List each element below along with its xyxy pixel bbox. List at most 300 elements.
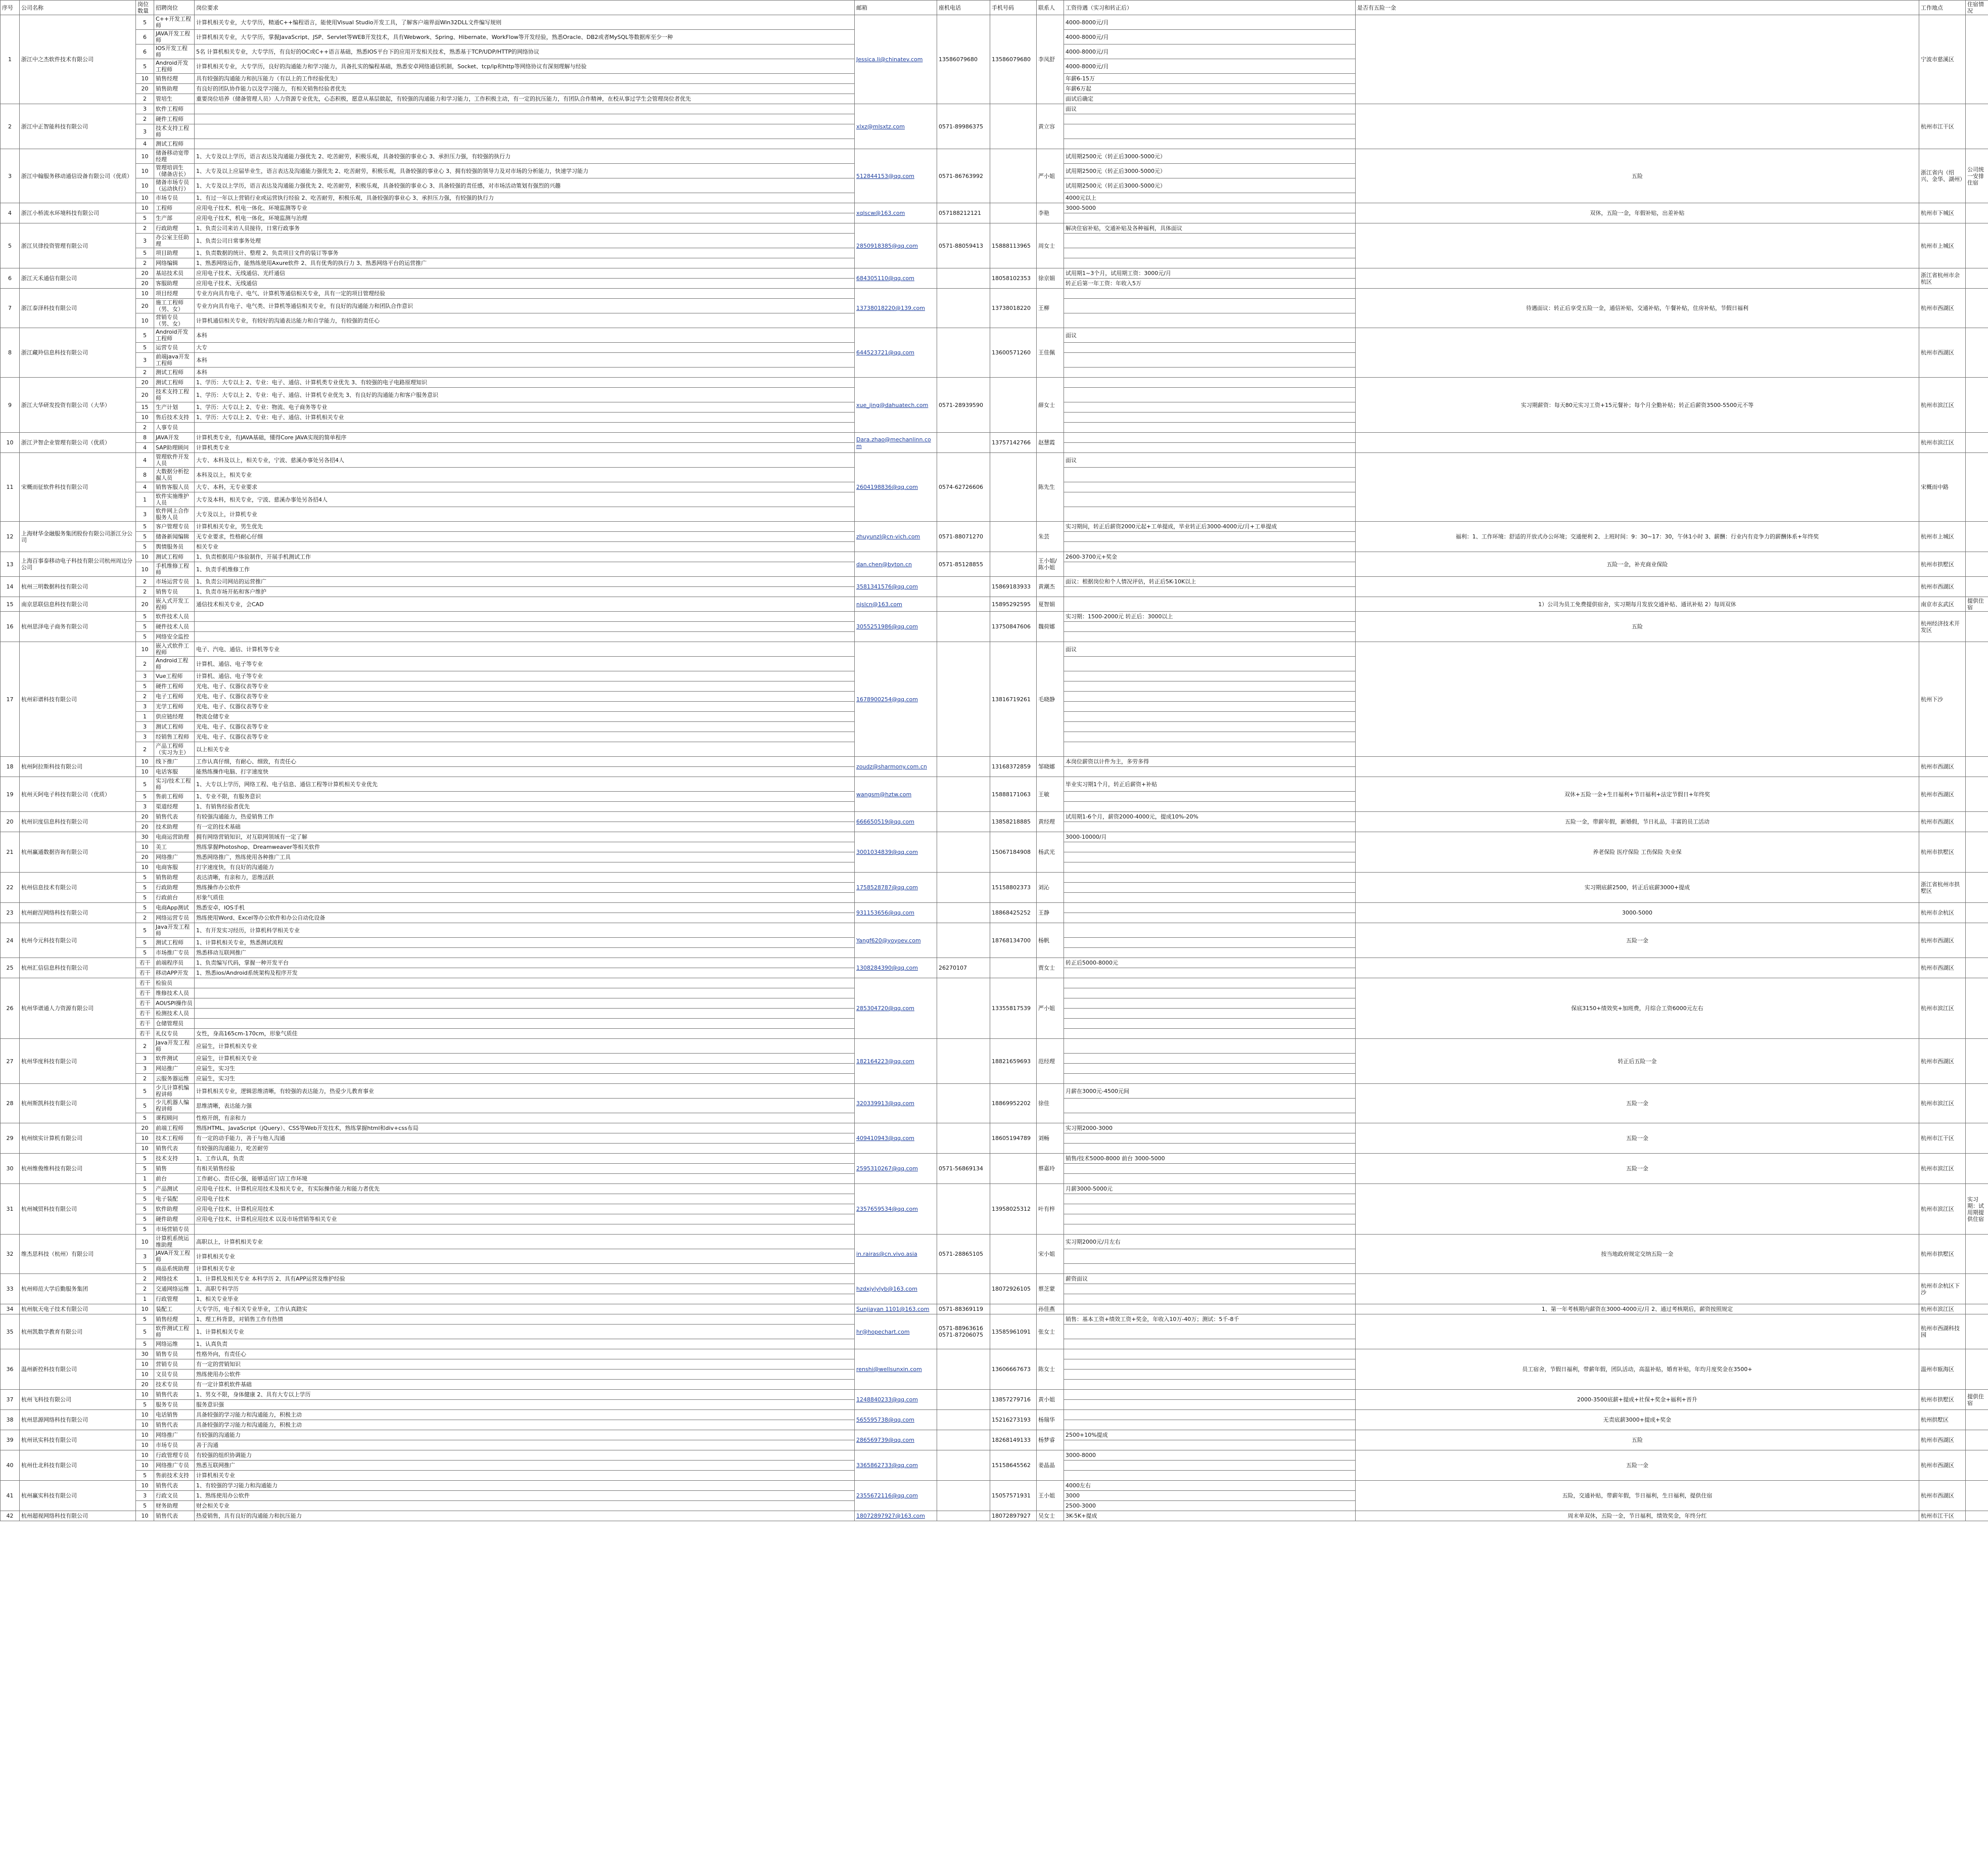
job-title[interactable]: Android开发工程师 xyxy=(154,59,195,74)
company-phone[interactable] xyxy=(937,1123,990,1154)
job-title[interactable]: 大数据分析挖掘人员 xyxy=(154,468,195,482)
job-count[interactable]: 5 xyxy=(136,1325,154,1339)
company-location[interactable]: 杭州市滨江区 xyxy=(1919,1184,1966,1235)
company-email[interactable]: 409410943@qq.com xyxy=(855,1123,937,1154)
job-title[interactable]: 销售代表 xyxy=(154,812,195,822)
company-number[interactable]: 37 xyxy=(1,1390,20,1410)
job-title[interactable]: 硬件工程师 xyxy=(154,114,195,124)
job-requirement[interactable]: 计算机相关专业，大专学历，掌握JavaScript、JSP、Servlet等WEB开发技术，具有Webwork、Spring、Hibernate、WorkFlow等开发经验，熟悉Oracle、DB2或者MySQL等数据库至少一种 xyxy=(195,30,855,44)
job-title[interactable]: 电商运营助理 xyxy=(154,832,195,842)
job-requirement[interactable]: 专业方向具有电子、电气、计算机等通信相关专业，具有一定的项目管理经验 xyxy=(195,289,855,299)
job-salary[interactable] xyxy=(1064,368,1356,378)
company-name[interactable]: 杭州讯实科技有限公司 xyxy=(20,1430,136,1450)
job-salary[interactable]: 年薪6-15万 xyxy=(1064,74,1356,84)
company-number[interactable]: 18 xyxy=(1,757,20,777)
company-housing[interactable] xyxy=(1966,433,1988,453)
job-requirement[interactable]: 应用电子技术、计算机应用技术及相关专业，有实际操作能力和能力者优先 xyxy=(195,1184,855,1194)
job-title[interactable]: 行政管理 xyxy=(154,1294,195,1304)
job-count[interactable]: 5 xyxy=(136,1204,154,1214)
company-name[interactable]: 杭州思泽电子商务有限公司 xyxy=(20,612,136,642)
job-title[interactable]: 礼仪专员 xyxy=(154,1029,195,1039)
company-number[interactable]: 42 xyxy=(1,1511,20,1521)
company-mobile[interactable]: 15888113965 xyxy=(990,223,1037,268)
job-count[interactable]: 10 xyxy=(136,1133,154,1144)
company-phone[interactable] xyxy=(937,777,990,812)
job-title[interactable]: 基站技术员 xyxy=(154,268,195,279)
job-requirement[interactable]: 本科 xyxy=(195,368,855,378)
job-title[interactable]: 技术支持工程师 xyxy=(154,388,195,402)
job-count[interactable]: 若干 xyxy=(136,1009,154,1019)
job-salary[interactable] xyxy=(1064,998,1356,1009)
job-title[interactable]: 测试工程师 xyxy=(154,552,195,562)
job-count[interactable]: 10 xyxy=(136,178,154,193)
job-title[interactable]: 市场营销专员 xyxy=(154,1224,195,1235)
job-requirement[interactable]: 1、大专及以上学历，语言表达及沟通能力强优先 2、吃苦耐劳，积极乐观，具备较强的事业心 3、具备较强的责任感，对市场活动策划有强烈的兴趣 xyxy=(195,178,855,193)
company-welfare[interactable]: 无责底薪3000+提成+奖金 xyxy=(1356,1410,1919,1430)
company-welfare[interactable] xyxy=(1356,757,1919,777)
job-title[interactable]: 商品系统助理 xyxy=(154,1264,195,1274)
job-title[interactable]: 网络安全监控 xyxy=(154,632,195,642)
job-requirement[interactable] xyxy=(195,622,855,632)
job-count[interactable]: 10 xyxy=(136,1235,154,1249)
company-phone[interactable]: 0574-62726606 xyxy=(937,453,990,522)
job-count[interactable]: 2 xyxy=(136,657,154,671)
job-count[interactable]: 2 xyxy=(136,223,154,234)
company-location[interactable]: 杭州市下城区 xyxy=(1919,203,1966,223)
company-location[interactable]: 宋概而中路 xyxy=(1919,453,1966,522)
job-title[interactable]: 销售专员 xyxy=(154,587,195,597)
company-email[interactable]: 565595738@qq.com xyxy=(855,1410,937,1430)
col-header-count[interactable]: 岗位数量 xyxy=(136,1,154,15)
job-salary[interactable] xyxy=(1064,712,1356,722)
company-email[interactable]: 2357659534@qq.com xyxy=(855,1184,937,1235)
company-housing[interactable] xyxy=(1966,1349,1988,1390)
job-title[interactable]: 测试工程师 xyxy=(154,938,195,948)
company-contact[interactable]: 周女士 xyxy=(1037,223,1064,268)
job-salary[interactable]: 薪资面议 xyxy=(1064,1274,1356,1284)
job-salary[interactable] xyxy=(1064,671,1356,681)
company-welfare[interactable] xyxy=(1356,268,1919,289)
job-title[interactable]: 储备移动宽带经理 xyxy=(154,149,195,164)
job-salary[interactable]: 实习期间，转正后薪资2000元起+工单提成，毕业转正后3000-4000元/月+工单提成 xyxy=(1064,522,1356,532)
job-title[interactable]: 网络运营专员 xyxy=(154,913,195,923)
job-title[interactable]: 线下推广 xyxy=(154,757,195,767)
company-name[interactable]: 杭州赢实科技有限公司 xyxy=(20,1481,136,1511)
company-contact[interactable]: 王佳佩 xyxy=(1037,328,1064,378)
job-count[interactable]: 10 xyxy=(136,1450,154,1461)
company-welfare[interactable] xyxy=(1356,15,1919,104)
job-title[interactable]: Java开发工程师 xyxy=(154,923,195,938)
company-mobile[interactable]: 15057571931 xyxy=(990,1481,1037,1511)
company-location[interactable]: 杭州市西湖区 xyxy=(1919,1039,1966,1084)
job-salary[interactable] xyxy=(1064,742,1356,757)
job-title[interactable]: 前端程序员 xyxy=(154,958,195,968)
job-salary[interactable] xyxy=(1064,562,1356,577)
job-requirement[interactable]: 熟练使用Word、Excel等办公软件和办公自动化设备 xyxy=(195,913,855,923)
job-count[interactable]: 5 xyxy=(136,632,154,642)
job-count[interactable]: 5 xyxy=(136,1194,154,1204)
job-count[interactable]: 2 xyxy=(136,1284,154,1294)
job-requirement[interactable] xyxy=(195,1224,855,1235)
job-count[interactable]: 30 xyxy=(136,832,154,842)
job-requirement[interactable]: 光电、电子、仪器仪表等专业 xyxy=(195,692,855,702)
col-header-position[interactable]: 招聘岗位 xyxy=(154,1,195,15)
job-title[interactable]: 电子工程师 xyxy=(154,692,195,702)
company-name[interactable]: 浙江尹智企业管理有限公司（优质） xyxy=(20,433,136,453)
company-mobile[interactable]: 18072926105 xyxy=(990,1274,1037,1304)
company-number[interactable]: 3 xyxy=(1,149,20,203)
job-requirement[interactable]: 应用电子技术、计算机应用技术 以及市场营销等相关专业 xyxy=(195,1214,855,1224)
company-name[interactable]: 上海财华金融服务集团股份有限公司浙江分公司 xyxy=(20,522,136,552)
job-salary[interactable] xyxy=(1064,1029,1356,1039)
job-count[interactable]: 1 xyxy=(136,492,154,507)
col-header-welfare[interactable]: 是否有五险一金 xyxy=(1356,1,1919,15)
company-contact[interactable]: 王小姐 xyxy=(1037,1481,1064,1511)
company-email[interactable]: Jessica.li@chinatev.com xyxy=(855,15,937,104)
job-title[interactable]: 技术支持 xyxy=(154,1154,195,1164)
job-count[interactable]: 若干 xyxy=(136,1029,154,1039)
job-title[interactable]: 维修技术人员 xyxy=(154,988,195,998)
company-phone[interactable] xyxy=(937,577,990,597)
job-title[interactable]: 工程师 xyxy=(154,203,195,213)
job-title[interactable]: 市场专员 xyxy=(154,193,195,203)
job-count[interactable]: 若干 xyxy=(136,1019,154,1029)
job-requirement[interactable]: 专业方向具有电子、电气类、计算机等通信相关专业，有良好的沟通能力和团队合作意识 xyxy=(195,299,855,313)
company-number[interactable]: 14 xyxy=(1,577,20,597)
job-salary[interactable] xyxy=(1064,402,1356,413)
company-email[interactable]: renshi@wellsunxin.com xyxy=(855,1349,937,1390)
company-location[interactable]: 杭州市滨江区 xyxy=(1919,1304,1966,1314)
job-requirement[interactable]: 有较强的沟通能力，吃苦耐劳 xyxy=(195,1144,855,1154)
company-name[interactable]: 杭州缤实计算机有限公司 xyxy=(20,1123,136,1154)
job-requirement[interactable]: 应届生，实习生 xyxy=(195,1074,855,1084)
company-housing[interactable] xyxy=(1966,1481,1988,1511)
company-welfare[interactable]: 保底3150+绩效奖+加班费，月综合工资6000元左右 xyxy=(1356,978,1919,1039)
job-count[interactable]: 10 xyxy=(136,642,154,657)
company-housing[interactable] xyxy=(1966,923,1988,958)
job-requirement[interactable]: 熟练HTML、JavaScript（jQuery）、CSS等Web开发技术，熟练掌握html和div+css布局 xyxy=(195,1123,855,1133)
company-email[interactable]: hzdxjylylyb@163.com xyxy=(855,1274,937,1304)
job-salary[interactable] xyxy=(1064,289,1356,299)
job-requirement[interactable]: 1、熟练使用办公软件 xyxy=(195,1491,855,1501)
company-email[interactable]: xqlscw@163.com xyxy=(855,203,937,223)
company-location[interactable]: 杭州市西湖区 xyxy=(1919,577,1966,597)
company-name[interactable]: 杭州阿拉斯科技有限公司 xyxy=(20,757,136,777)
company-email[interactable]: 3365862733@qq.com xyxy=(855,1450,937,1481)
company-location[interactable]: 杭州市上城区 xyxy=(1919,522,1966,552)
job-requirement[interactable]: 计算机类专业 xyxy=(195,443,855,453)
job-salary[interactable] xyxy=(1064,313,1356,328)
job-title[interactable]: 施工工程师（男、女） xyxy=(154,299,195,313)
job-count[interactable]: 若干 xyxy=(136,968,154,978)
company-housing[interactable] xyxy=(1966,522,1988,552)
job-salary[interactable] xyxy=(1064,468,1356,482)
company-email[interactable]: 1678900254@qq.com xyxy=(855,642,937,757)
company-housing[interactable]: 实习期：试用期提供住宿 xyxy=(1966,1184,1988,1235)
job-requirement[interactable]: 熟悉移动互联网推广 xyxy=(195,948,855,958)
job-count[interactable]: 20 xyxy=(136,852,154,862)
company-welfare[interactable]: 待遇面议：转正后享受五险一金，通信补贴，交通补贴，午餐补贴，住房补贴，节假日福利 xyxy=(1356,289,1919,328)
job-count[interactable]: 5 xyxy=(136,213,154,223)
job-requirement[interactable]: 1、有过一年以上营销行业或运营执行经验 2、吃苦耐劳，积极乐观，具备较强的事业心 3、承担压力强，有较强的执行力 xyxy=(195,193,855,203)
company-location[interactable]: 杭州市江干区 xyxy=(1919,104,1966,149)
company-number[interactable]: 25 xyxy=(1,958,20,978)
company-phone[interactable] xyxy=(937,1039,990,1084)
job-count[interactable]: 5 xyxy=(136,328,154,343)
company-welfare[interactable]: 按当地政府规定交纳五险一金 xyxy=(1356,1235,1919,1274)
company-contact[interactable]: 王小姐/陈小姐 xyxy=(1037,552,1064,577)
job-requirement[interactable]: 应用电子技术、无线通信、光纤通信 xyxy=(195,268,855,279)
company-welfare[interactable]: 养老保险 医疗保险 工伤保险 失业保 xyxy=(1356,832,1919,873)
company-housing[interactable] xyxy=(1966,15,1988,104)
job-title[interactable]: 实习/技术工程师 xyxy=(154,777,195,792)
company-phone[interactable]: 26270107 xyxy=(937,958,990,978)
job-requirement[interactable] xyxy=(195,998,855,1009)
job-salary[interactable]: 销售/技术5000-8000 前台 3000-5000 xyxy=(1064,1154,1356,1164)
job-requirement[interactable] xyxy=(195,1009,855,1019)
job-title[interactable]: 美工 xyxy=(154,842,195,852)
job-count[interactable]: 10 xyxy=(136,1511,154,1521)
job-salary[interactable] xyxy=(1064,299,1356,313)
company-number[interactable]: 1 xyxy=(1,15,20,104)
job-count[interactable]: 6 xyxy=(136,44,154,59)
company-location[interactable]: 杭州市滨江区 xyxy=(1919,378,1966,433)
company-location[interactable]: 杭州市西湖区 xyxy=(1919,1430,1966,1450)
job-requirement[interactable]: 1、学历：大专以上 2、专业：物流、电子商务等专业 xyxy=(195,402,855,413)
company-housing[interactable]: 提供住宿 xyxy=(1966,1390,1988,1410)
company-contact[interactable]: 杨武光 xyxy=(1037,832,1064,873)
job-count[interactable]: 20 xyxy=(136,1380,154,1390)
job-title[interactable]: 嵌入式开发工程师 xyxy=(154,597,195,612)
job-count[interactable]: 5 xyxy=(136,1314,154,1325)
job-title[interactable]: 移动APP开发 xyxy=(154,968,195,978)
company-welfare[interactable] xyxy=(1356,433,1919,453)
company-contact[interactable]: 王敏 xyxy=(1037,777,1064,812)
job-requirement[interactable]: 本科及以上，相关专业 xyxy=(195,468,855,482)
job-count[interactable]: 3 xyxy=(136,124,154,139)
company-welfare[interactable]: 实习期底薪2500，转正后底薪3000+提成 xyxy=(1356,873,1919,903)
job-count[interactable]: 10 xyxy=(136,203,154,213)
job-title[interactable]: 网络运维 xyxy=(154,1339,195,1349)
company-email[interactable]: wangsm@hztw.com xyxy=(855,777,937,812)
job-salary[interactable] xyxy=(1064,1064,1356,1074)
company-housing[interactable] xyxy=(1966,1314,1988,1349)
job-salary[interactable]: 2600-3700元+奖金 xyxy=(1064,552,1356,562)
company-contact[interactable]: 夏智娟 xyxy=(1037,597,1064,612)
job-title[interactable]: 行政文员 xyxy=(154,1491,195,1501)
job-count[interactable]: 8 xyxy=(136,468,154,482)
job-title[interactable]: 软件实施维护人员 xyxy=(154,492,195,507)
job-requirement[interactable]: 应用电子技术、无线通信 xyxy=(195,279,855,289)
company-housing[interactable] xyxy=(1966,1084,1988,1123)
company-phone[interactable] xyxy=(937,873,990,903)
company-number[interactable]: 21 xyxy=(1,832,20,873)
company-welfare[interactable] xyxy=(1356,104,1919,149)
job-title[interactable]: 生产部 xyxy=(154,213,195,223)
job-salary[interactable] xyxy=(1064,702,1356,712)
company-number[interactable]: 10 xyxy=(1,433,20,453)
company-housing[interactable] xyxy=(1966,552,1988,577)
job-count[interactable]: 10 xyxy=(136,552,154,562)
job-title[interactable]: 少儿机器人编程讲师 xyxy=(154,1099,195,1113)
company-mobile[interactable]: 18605194789 xyxy=(990,1123,1037,1154)
company-location[interactable]: 杭州市余杭区下沙 xyxy=(1919,1274,1966,1304)
job-requirement[interactable]: 拥有网络营销知识，对互联网领域有一定了解 xyxy=(195,832,855,842)
job-count[interactable]: 10 xyxy=(136,164,154,178)
job-requirement[interactable]: 1、负责数据的统计、整理 2、负责项目文件的装订等事务 xyxy=(195,248,855,258)
job-salary[interactable] xyxy=(1064,423,1356,433)
company-welfare[interactable]: 转正后五险一金 xyxy=(1356,1039,1919,1084)
company-name[interactable]: 杭州城贸科技有限公司 xyxy=(20,1184,136,1235)
job-count[interactable]: 2 xyxy=(136,692,154,702)
company-mobile[interactable] xyxy=(990,1235,1037,1274)
job-requirement[interactable]: 性格外向，有责任心 xyxy=(195,1349,855,1359)
job-requirement[interactable]: 工作认真仔细，有耐心、细致，有责任心 xyxy=(195,757,855,767)
company-housing[interactable]: 提供住宿 xyxy=(1966,597,1988,612)
job-salary[interactable] xyxy=(1064,1370,1356,1380)
job-salary[interactable]: 解决住宿补贴，交通补贴及各种福利，具体面议 xyxy=(1064,223,1356,234)
company-phone[interactable] xyxy=(937,642,990,757)
job-count[interactable]: 2 xyxy=(136,742,154,757)
job-salary[interactable] xyxy=(1064,353,1356,368)
company-number[interactable]: 38 xyxy=(1,1410,20,1430)
job-title[interactable]: JAVA开发工程师 xyxy=(154,1249,195,1264)
job-salary[interactable] xyxy=(1064,893,1356,903)
job-salary[interactable]: 年薪6万起 xyxy=(1064,84,1356,94)
company-housing[interactable] xyxy=(1966,903,1988,923)
company-location[interactable]: 杭州市上城区 xyxy=(1919,223,1966,268)
company-housing[interactable] xyxy=(1966,289,1988,328)
job-count[interactable]: 1 xyxy=(136,1294,154,1304)
job-salary[interactable] xyxy=(1064,248,1356,258)
job-salary[interactable]: 2500-3000 xyxy=(1064,1501,1356,1511)
company-email[interactable]: 18072897927@163.com xyxy=(855,1511,937,1521)
company-number[interactable]: 36 xyxy=(1,1349,20,1390)
job-count[interactable]: 5 xyxy=(136,622,154,632)
job-count[interactable]: 3 xyxy=(136,802,154,812)
job-title[interactable]: 销售经理 xyxy=(154,74,195,84)
job-title[interactable]: 销售经理 xyxy=(154,1314,195,1325)
company-housing[interactable] xyxy=(1966,1123,1988,1154)
company-mobile[interactable] xyxy=(990,149,1037,203)
company-location[interactable]: 杭州市西湖区 xyxy=(1919,812,1966,832)
job-requirement[interactable]: 大专及以上，计算机专业 xyxy=(195,507,855,522)
company-contact[interactable]: 叶有梓 xyxy=(1037,1184,1064,1235)
job-title[interactable]: 硬件助理 xyxy=(154,1214,195,1224)
company-mobile[interactable]: 13585961091 xyxy=(990,1314,1037,1349)
job-requirement[interactable]: 熟练操作办公软件 xyxy=(195,883,855,893)
job-count[interactable]: 20 xyxy=(136,279,154,289)
job-requirement[interactable]: 1、熟悉ios/Android系统架构及程序开发 xyxy=(195,968,855,978)
job-salary[interactable] xyxy=(1064,542,1356,552)
company-name[interactable]: 杭州华谱通人力资源有限公司 xyxy=(20,978,136,1039)
company-email[interactable]: Sunjiayan 1101@163.com xyxy=(855,1304,937,1314)
job-count[interactable]: 5 xyxy=(136,1264,154,1274)
job-title[interactable]: IOS开发工程师 xyxy=(154,44,195,59)
job-count[interactable]: 10 xyxy=(136,413,154,423)
job-count[interactable]: 5 xyxy=(136,1339,154,1349)
company-housing[interactable] xyxy=(1966,1039,1988,1084)
job-title[interactable]: 技术助理 xyxy=(154,822,195,832)
company-number[interactable]: 32 xyxy=(1,1235,20,1274)
job-count[interactable]: 5 xyxy=(136,1154,154,1164)
company-contact[interactable]: 王柳 xyxy=(1037,289,1064,328)
job-requirement[interactable]: 相关专业 xyxy=(195,542,855,552)
company-mobile[interactable]: 15869183933 xyxy=(990,577,1037,597)
job-count[interactable]: 15 xyxy=(136,402,154,413)
job-count[interactable]: 5 xyxy=(136,1084,154,1099)
job-title[interactable]: 行政助理 xyxy=(154,223,195,234)
company-location[interactable]: 杭州市江干区 xyxy=(1919,1123,1966,1154)
company-mobile[interactable] xyxy=(990,378,1037,433)
job-title[interactable]: 营销专员（男、女） xyxy=(154,313,195,328)
company-email[interactable]: 3001034839@qq.com xyxy=(855,832,937,873)
job-salary[interactable] xyxy=(1064,873,1356,883)
job-requirement[interactable]: 1、有较强的学习能力和沟通能力 xyxy=(195,1481,855,1491)
company-welfare[interactable]: 五险一金 xyxy=(1356,1084,1919,1123)
company-email[interactable]: 2355672116@qq.com xyxy=(855,1481,937,1511)
job-title[interactable]: 客户管理专员 xyxy=(154,522,195,532)
job-requirement[interactable]: 大专、本科，无专业要求 xyxy=(195,482,855,492)
company-name[interactable]: 杭州凯数学教育有限公司 xyxy=(20,1314,136,1349)
job-salary[interactable] xyxy=(1064,938,1356,948)
company-name[interactable]: 杭州识度信息科技有限公司 xyxy=(20,812,136,832)
job-title[interactable]: 网络推广 xyxy=(154,1430,195,1440)
company-mobile[interactable]: 13757142766 xyxy=(990,433,1037,453)
job-title[interactable]: 测试工程师 xyxy=(154,722,195,732)
company-location[interactable]: 温州市瓯海区 xyxy=(1919,1349,1966,1390)
job-count[interactable]: 2 xyxy=(136,913,154,923)
job-count[interactable]: 4 xyxy=(136,453,154,468)
company-phone[interactable] xyxy=(937,433,990,453)
job-title[interactable]: 前台 xyxy=(154,1174,195,1184)
job-salary[interactable] xyxy=(1064,968,1356,978)
job-requirement[interactable]: 善于沟通 xyxy=(195,1440,855,1450)
job-title[interactable]: 销售代表 xyxy=(154,1511,195,1521)
job-title[interactable]: 计算机系统运维助理 xyxy=(154,1235,195,1249)
company-contact[interactable]: 朱芸 xyxy=(1037,522,1064,552)
job-salary[interactable] xyxy=(1064,413,1356,423)
company-welfare[interactable]: 双休，五险一金，年假补贴，出差补贴 xyxy=(1356,203,1919,223)
company-name[interactable]: 杭州维俊维科技有限公司 xyxy=(20,1154,136,1184)
job-requirement[interactable]: 1、大专以上学历，网络工程、电子信息、通信工程等计算机相关专业优先 xyxy=(195,777,855,792)
company-mobile[interactable] xyxy=(990,1154,1037,1184)
job-count[interactable]: 20 xyxy=(136,388,154,402)
job-count[interactable]: 2 xyxy=(136,587,154,597)
job-salary[interactable] xyxy=(1064,1264,1356,1274)
job-count[interactable]: 5 xyxy=(136,948,154,958)
company-number[interactable]: 12 xyxy=(1,522,20,552)
job-title[interactable]: 光学工程师 xyxy=(154,702,195,712)
company-housing[interactable] xyxy=(1966,104,1988,149)
company-location[interactable]: 杭州市西湖科技园 xyxy=(1919,1314,1966,1349)
company-contact[interactable]: 黄小姐 xyxy=(1037,1390,1064,1410)
job-count[interactable]: 4 xyxy=(136,139,154,149)
job-title[interactable]: 舆情服务员 xyxy=(154,542,195,552)
company-phone[interactable]: 0571-56869134 xyxy=(937,1154,990,1184)
job-requirement[interactable] xyxy=(195,988,855,998)
job-count[interactable]: 20 xyxy=(136,597,154,612)
company-mobile[interactable]: 18868425252 xyxy=(990,903,1037,923)
job-title[interactable]: 网站推广 xyxy=(154,1064,195,1074)
job-title[interactable]: SAP助理顾问 xyxy=(154,443,195,453)
job-requirement[interactable] xyxy=(195,139,855,149)
job-salary[interactable] xyxy=(1064,792,1356,802)
job-title[interactable]: 电商客服 xyxy=(154,862,195,873)
company-number[interactable]: 39 xyxy=(1,1430,20,1450)
job-requirement[interactable]: 计算机、通信、电子等专业 xyxy=(195,657,855,671)
job-salary[interactable] xyxy=(1064,343,1356,353)
